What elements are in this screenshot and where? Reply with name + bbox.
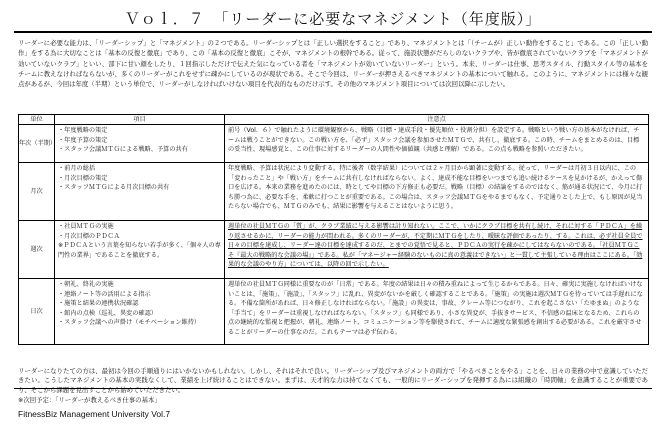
- items-cell: [55, 221, 225, 279]
- table-row-annual: [19, 125, 649, 163]
- item-line: ・スタッフＭＴＧによる月次目標の共有: [58, 184, 170, 192]
- title-divider: [14, 31, 652, 33]
- next-issue-note: ※次回予定：「リーダーが教えるべき仕事の基本」: [18, 396, 161, 404]
- item-line: ・朝礼、終礼の実施: [58, 281, 114, 288]
- unit-cell: 日次: [19, 279, 55, 345]
- item-line: ・施策と結果の連携状況確認: [58, 300, 139, 308]
- items-cell: [55, 125, 225, 163]
- item-line: ・社員ＭＴＧの実施: [58, 223, 114, 230]
- footer-divider: [14, 388, 652, 389]
- unit-cell: 年次（半期）: [19, 125, 55, 163]
- item-note: ※ＰＤＣＡという言葉を知らない若手が多く、「個々人の専門性の業界」であることを徹底する。: [58, 242, 221, 259]
- item-line: ・連絡ノート等の活用による指示: [58, 290, 151, 298]
- item-line: ・月次目標のＰＤＣＡ: [58, 232, 120, 240]
- table-row-monthly: [19, 163, 649, 221]
- item-line: ・スタッフ会議ＭＴＧによる戦略、予算の共有: [58, 146, 188, 154]
- items-cell: [55, 163, 225, 221]
- item-line: ・前月の総括: [58, 165, 96, 172]
- page-title: Ｖｏｌ．７ 「リーダーに必要なマネジメント（年度版）」: [124, 10, 542, 28]
- item-line: ・年度予算の策定: [58, 136, 108, 144]
- table-row-daily: [19, 279, 649, 345]
- header-unit: 単位: [19, 115, 55, 125]
- header-items: 項目: [55, 115, 225, 125]
- notes-cell: 週単位の社員ＭＴＧ同様に重要なのが「日常」である。年度の結果は日々の積み重ねによって生じるからである。日々、確実に実施しなければいけないことは、「施策」、「施設」、「スタッフ」に乱れ、異変がないかを厳しく確認することである。「施策」の実施は週次ＭＴＧを待っていては手遅れになる。不備な箇所があれば、日々修正しなければならない。「施設」の異変は、事故、クレーム等につながり、これを起こさない「たゆまぬ」のような「手当て」をリーダーは重視しなければならない。「スタッフ」も同様であり、小さな異変が、手抜きサービス、不信感の温床となるため、これらの点の継続的な監視と把握が、朝礼、連絡ノート、コミュニケーション等を駆使されて、チームに適度な緊張感を創出する必要がある。これを厳守させることがリーダーの仕事なのだ。これもテーマは必ず伝わる。: [225, 279, 649, 345]
- item-line: ・スタッフ会議への声掛け（モチベーション維持）: [58, 319, 201, 327]
- item-line: ・年度戦略の策定: [58, 127, 108, 134]
- notes-cell: 週単位の社員ＭＴＧの「質」が、クラブ業績に与える影響は計り知れない。ここで、いかにクラブ目標を共有し続け、それに対する「ＰＤＣＡ」を繰り返させるかに、リーダーの能力が問われる。多くのリーダーが、不定期にＭＴＧをしたり、曖昧な評価であったり、する。これは、必ず社員全員で日々の目標を達成し、リーダー達の目標を達成するのだ、とまでの覚悟で見ると、ＰＤＣＡの実行を疎かにしてはならないのである。「社員ＭＴＧこそ『最大の戦略的な会議の場』」である。私が「マネージャー経験のないものに真の意義はできない」と一貫して主張している理由はここにある。「効果的な会議のやり方」については、以降の回で示したい。: [225, 221, 649, 279]
- unit-cell: 月次: [19, 163, 55, 221]
- publication-footer: FitnessBiz Management University Vol.7: [18, 409, 171, 419]
- intro-paragraph: リーダーに必要な能力は、「リーダーシップ」と「マネジメント」の２つである。リーダーシップとは「正しい選択をすること」であり、マネジメントとは「（チームが）正しい動作をすること」である。この「正しい動作」をする為に大切なことは「基本の反復と徹底」であり、この「基本の反復と徹底」こそが、マネジメントの根幹である。従って、施設状態がだらしのないクラブや、皆が徹底されていないクラブを「マネジメントが効いていないクラブ」といい、部下に甘い顔をしたり、１回指示しただけで伝えた気になっている者を「マネジメントが効いていないリーダー」という。本来、リーダーは仕事、思考スタイル、行動スタイル等の基本をチームに教えなければならないが、多くのリーダーがこれをせずに疎かにしているのが現状である。そこで今回は、リーダーが押さえるべきマネジメントの基本について触れる。このように、マネジメントには様々な観点があるが、今回は年度（半期）という単位で、リーダーがしなければいけない項目を代表的なものだけ示す。その他のマネジメント項目については次回以降に示したい。: [18, 39, 648, 89]
- unit-cell: 週次: [19, 221, 55, 279]
- items-cell: [55, 279, 225, 345]
- closing-paragraph: リーダーになりたての方は、最初は今回の手順通りにはいかないかもしれない。しかし、それはそれで良い。リーダーシップ及びマネジメントの両方で「やるべきことをやる」ことを、日々の業務の中で意識していただきたい。こうしたマネジメントの基本の実践なくして、業績を上げ続けることはできない。まずは、天才的な力は持てなくても、一般的にリーダーシップを発揮する為には組織の「時間軸」を意識することが重要であり、そこから課題を見出すことから始めていただきたい。: [18, 367, 648, 394]
- notes-cell: 前号（Vol．６）で触れたように環境観察から、戦略（目標・達成手段・優先順位・役割分担）を設定する。戦略という戦い方の基本がなければ、チームは戦うことができない。この戦い方を、「必ず」スタッフ会議を参加させたＭＴＧで、共有し、徹底する。この時、チームをまとめるのは、目標の妥当性、現場感覚と、この仕事に対するリーダーの人間性や価値観（共感と理解）である。この点も戦略を参照いただきたい。: [225, 125, 649, 163]
- item-line: ・月次目標の策定: [58, 174, 108, 182]
- header-notes: 注意点: [225, 115, 649, 125]
- item-line: ・館内の点検（巡礼、異変の確認）: [58, 309, 157, 317]
- notes-cell: 年度戦略、予算は状況により変動する。特に後者（数字結果）については２ヶ月目から顕著に変動する。従って、リーダーは月初３日以内に、この「変わったこと」や「戦い方」をチームに共有しなければならない。よく、達成不能な目標をいつまでも追い続けるケースを見かけるが、かえって傷口を広げる。本来の業務を進めたのには、時としてや目標の下方修正も必要だ。戦略（目標）の結論をするのではなく、筋が通る状況にて、今月に打ち勝つ為に、必要な手を、柔軟に打つことが重要である。この場合は、スタッフ会議ＭＴＧをやるまでもなく、予定通りとした上で、もし原因が見当たらない場合でも、ＭＴＧのみでも、結果に影響を与えることはないように思う。: [225, 163, 649, 221]
- table-header-row: [19, 115, 649, 125]
- table-row-weekly: [19, 221, 649, 279]
- management-table: [18, 114, 649, 345]
